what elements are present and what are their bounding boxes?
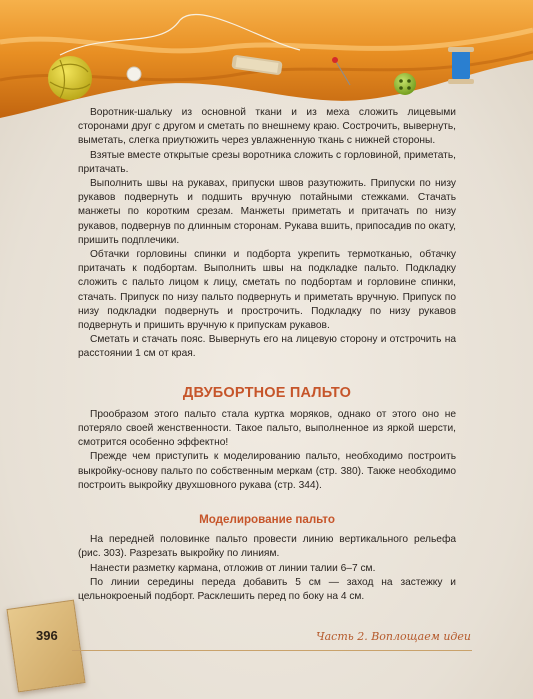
paragraph: Нанести разметку кармана, отложив от линии талии 6–7 см. xyxy=(90,562,376,574)
paragraph: По линии середины переда добавить 5 см — заход на застежку и цельнокроеный подборт. Расклешить перед по боку на 4 см. xyxy=(78,576,456,603)
subsection-title: Моделирование пальто xyxy=(199,513,335,527)
article-body xyxy=(78,106,456,604)
footer-section-label: Часть 2. Воплощаем идеи xyxy=(316,630,471,643)
yarn-ball-icon xyxy=(48,56,92,100)
note-card-decoration xyxy=(6,600,85,693)
paragraph: Прежде чем приступить к моделированию пальто, необходимо построить выкройку-основу пальто по собственным меркам (стр. 380). Также необходимо построить выкройку двухшовного рукава (стр. 344). xyxy=(78,451,456,491)
page-number: 396 xyxy=(36,628,58,643)
paragraph: Сметать и стачать пояс. Вывернуть его на лицевую сторону и отстрочить на расстоянии 1 см от края. xyxy=(78,334,456,360)
section-title: ДВУБОРТНОЕ ПАЛЬТО xyxy=(182,384,352,401)
footer-divider xyxy=(72,650,472,651)
button-icon xyxy=(394,73,416,95)
white-button-icon xyxy=(127,67,141,81)
paragraph: Выполнить швы на рукавах, припуски швов разутюжить. Припуски по низу рукавов подвернуть и подшить вручную потайными стежками. Стачать манжеты по коротким срезам. Манжеты приметать и притачать по низу рукавов, подвернув по длинным сторонам. Рукава вшить, припосадив по окату, пришить подплечики. xyxy=(78,178,456,246)
paragraph: На передней половинке пальто провести линию вертикального рельефа (рис. 303). Разрезать выкройку по линиям. xyxy=(78,534,456,560)
paragraph: Прообразом этого пальто стала куртка моряков, однако от этого оно не потеряло своей женственности. Такое пальто, выполненное из яркой шерсти, смотрится особенно эффектно! xyxy=(78,408,456,449)
paragraph: Обтачки горловины спинки и подборта укрепить термотканью, обтачку притачать к подбортам. Выполнить швы на подкладке пальто. Подкладку сложить с пальто лицом к лицу, сметать по подбортам и горловине спинки, стачать. Припуск по низу пальто подвернуть и приметать вручную. Припуск по низу подкладки подвернуть и прострочить. Подкладку по низу рукавов подвернуть и пришить вручную к припускам рукавов. xyxy=(78,249,456,332)
paragraph: Воротник-шальку из основной ткани и из меха сложить лицевыми сторонами друг с другом и сметать по внешнему краю. Сострочить, вывернуть, выметать, слегка приутюжить через увлажненную ткань с нижней стороны. xyxy=(78,107,456,147)
paragraph: Взятые вместе открытые срезы воротника сложить с горловиной, приметать, притачать. xyxy=(78,149,456,175)
